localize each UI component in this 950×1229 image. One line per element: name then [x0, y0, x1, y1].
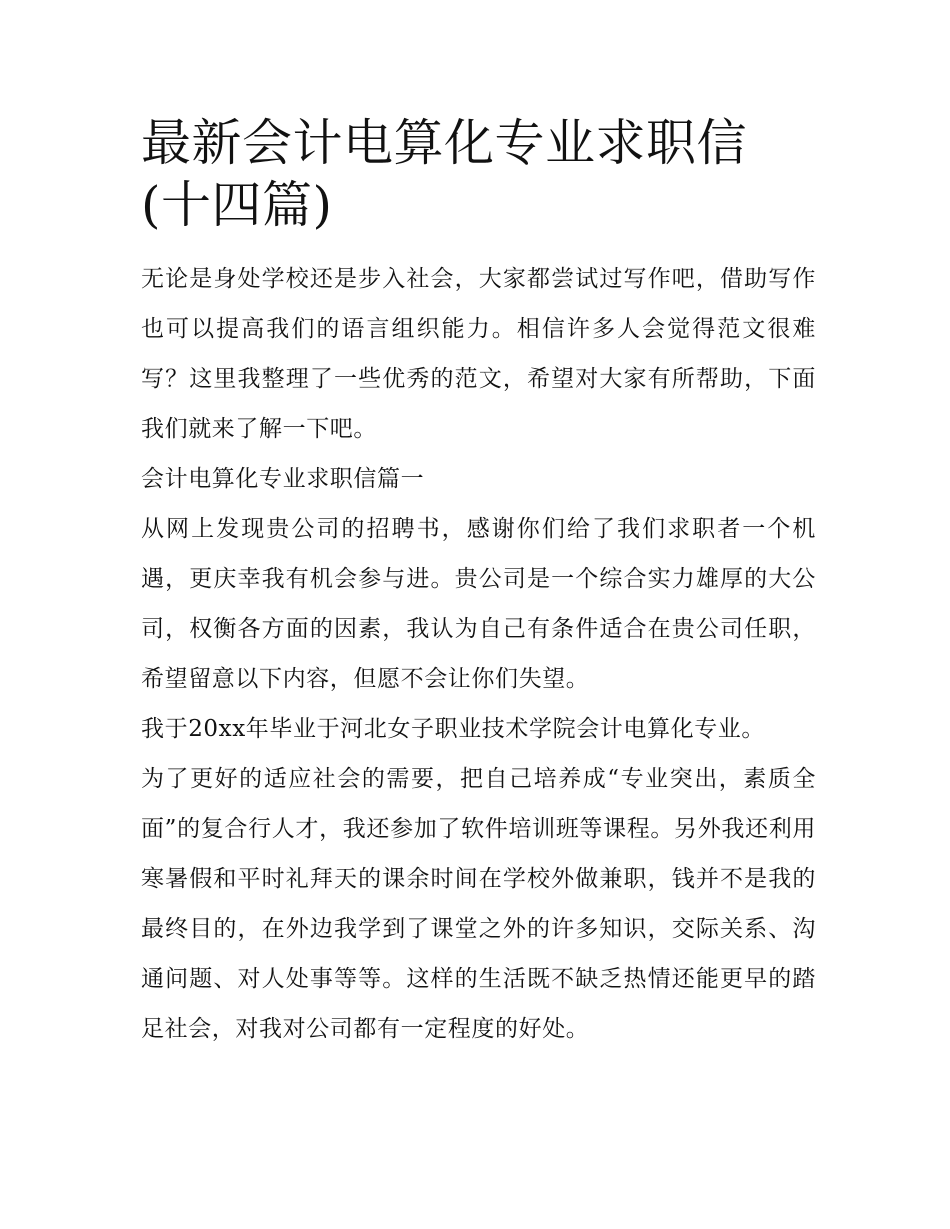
body-paragraph: 为了更好的适应社会的需要，把自己培养成“专业突出，素质全面”的复合行人才，我还参加了软件培训班等课程。另外我还利用寒暑假和平时礼拜天的课余时间在学校外做兼职，钱并不是我的最终目的，在外边我学到了课堂之外的许多知识，交际关系、沟通问题、对人处事等等。这样的生活既不缺乏热情还能更早的踏足社会，对我对公司都有一定程度的好处。	[141, 766, 816, 1042]
document-body	[141, 254, 816, 1054]
intro-paragraph: 无论是身处学校还是步入社会，大家都尝试过写作吧，借助写作也可以提高我们的语言组织能力。相信许多人会觉得范文很难写？这里我整理了一些优秀的范文，希望对大家有所帮助，下面我们就来了解一下吧。	[141, 266, 816, 442]
body-paragraph: 从网上发现贵公司的招聘书，感谢你们给了我们求职者一个机遇，更庆幸我有机会参与进。贵公司是一个综合实力雄厚的大公司，权衡各方面的因素，我认为自己有条件适合在贵公司任职，希望留意以下内容，但愿不会让你们失望。	[141, 516, 816, 692]
document-title: 最新会计电算化专业求职信(十四篇)	[141, 114, 747, 234]
section-heading: 会计电算化专业求职信篇一	[141, 466, 425, 492]
body-paragraph: 我于20xx年毕业于河北女子职业技术学院会计电算化专业。	[141, 716, 766, 742]
